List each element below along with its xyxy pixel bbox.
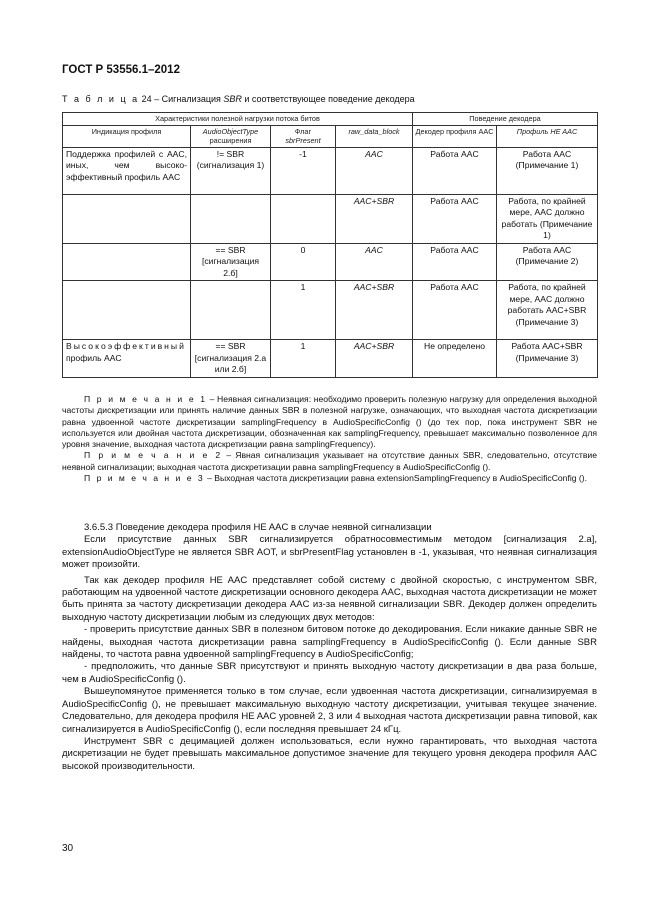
cell: [63, 194, 191, 243]
caption-italic: SBR: [223, 94, 242, 104]
signalling-table: [62, 112, 598, 378]
col-aot-b: расширения: [209, 136, 252, 145]
section-heading: 3.6.5.3 Поведение декодера профиля HE AAC в случае неявной сигнализации: [84, 522, 432, 533]
cell: AAC: [336, 147, 413, 194]
table-group-header: [63, 113, 598, 126]
table-notes: [62, 394, 597, 484]
paragraph: Если присутствие данных SBR сигнализируется обратносовместимым методом [сигнализация 2.а], extensionAudioObjectType не является SBR AOT, и sbrPresentFlag установлен в -1, указывая, что неявная сигнализация может произойти.: [62, 534, 597, 571]
note-1: [62, 394, 597, 450]
col-flag-a: Флаг: [294, 126, 312, 136]
table-row: [63, 194, 598, 243]
caption-text: 24 – Сигнализация: [139, 94, 224, 104]
cell: == SBR [сигнализация 2.б]: [191, 243, 271, 281]
group-left-header: Характеристики полезной нагрузки потока битов: [63, 113, 413, 126]
col-profile-header: Индикация профиля: [63, 125, 191, 147]
cell: != SBR (сигнализация 1): [191, 147, 271, 194]
cell: Работа, по крайней мере, AAC должно работать (Примечание 1): [497, 194, 598, 243]
table-row: [63, 243, 598, 281]
paragraph: Вышеупомянутое применяется только в том случае, если удвоенная частота дискретизации, сигнализируемая в AudioSpecificConfig (), не превышает максимальную выходную частоту дискретизации, учитывая текущее значение. Следовательно, для декодера профиля HE AAC уровней 2, 3 или 4 выходная частота дискретизации равна типовой, как сигнализируется в AudioSpecificConfig (), если последняя превышает 24 кГц.: [62, 686, 597, 735]
cell: AAC: [336, 243, 413, 281]
paragraph: - проверить присутствие данных SBR в полезном битовом потоке до декодирования. Если никакие данные SBR не найдены, выходная частота дискретизации равна samplingFrequency в AudioSpecificConfig (). Если данные SBR найдены, то частота равна удвоенной samplingFrequency в AudioSpecificConfig;: [62, 624, 597, 661]
cell: Поддержка профилей с AAC, иных, чем высоко-эффективный профиль AAC: [63, 147, 191, 194]
cell: Работа, по крайней мере, AAC должно работать AAC+SBR (Примечание 3): [497, 281, 598, 340]
table-row: [63, 147, 598, 194]
cell: Работа AAC+SBR (Примечание 3): [497, 340, 598, 378]
cell: 1: [271, 340, 336, 378]
col-aot-header: [191, 125, 271, 147]
cell-text: Высокоэффективный: [66, 341, 186, 351]
document-header: ГОСТ Р 53556.1–2012: [62, 64, 180, 76]
cell: AAC+SBR: [336, 340, 413, 378]
cell: AAC+SBR: [336, 194, 413, 243]
table-caption: [62, 94, 602, 104]
cell: Работа AAC: [413, 243, 497, 281]
table-column-header: [63, 125, 598, 147]
cell: [191, 281, 271, 340]
cell: Работа AAC (Примечание 1): [497, 147, 598, 194]
cell: Работа AAC: [413, 194, 497, 243]
col-heaac-header: Профиль HE AAC: [497, 125, 598, 147]
paragraph: Инструмент SBR с децимацией должен использоваться, если нужно гарантировать, что выходная частота дискретизации не будет превышать максимальное допустимое значение для текущего уровня декодера профиля AAC высокой производительности.: [62, 735, 597, 772]
cell: [191, 194, 271, 243]
col-flag-header: [271, 125, 336, 147]
paragraph: Так как декодер профиля HE AAC представляет собой систему с двойной скоростью, с инструментом SBR, работающим на удвоенной частоте дискретизации основного декодера AAC, выходная частота дискретизации не может быть принята за частоту дискретизации декодера AAC из-за неявной сигнализации SBR. Декодер должен определить выходную частоту дискретизации любым из следующих двух методов:: [62, 574, 597, 623]
cell: [63, 281, 191, 340]
cell: [63, 340, 191, 378]
cell: Не определено: [413, 340, 497, 378]
table-row: [63, 281, 598, 340]
cell: [63, 243, 191, 281]
cell: 0: [271, 243, 336, 281]
caption-text2: и соответствующее поведение декодера: [241, 94, 415, 104]
note-text: – Неявная сигнализация: необходимо проверить полезную нагрузку для определения выходной частоты дискретизации или принять наличие данных SBR в полезной нагрузке, означающих, что выходная частота дискретизации равна удвоенной частоте дискретизации samplingFrequency в AudioSpecificConfig () (до тех пор, пока инструмент SBR не используется или двойная частота дискретизации, обозначенная как samplingFrequency, превышает максимально позволенное для уровня значение, выходная частота дискретизации равна samplingFrequency).: [62, 394, 597, 450]
note-text: – Выходная частота дискретизации равна extensionSamplingFrequency в AudioSpecificConfig ().: [204, 473, 588, 484]
col-aac-decoder-header: Декодер профиля AAC: [413, 125, 497, 147]
cell: Работа AAC: [413, 281, 497, 340]
page-number: 30: [62, 843, 74, 854]
note-text: – Явная сигнализация указывает на отсутствие данных SBR, следовательно, отсутствие неявной сигнализации; выходная частота дискретизации равна samplingFrequency в AudioSpecificConfig ().: [62, 450, 597, 472]
cell: AAC+SBR: [336, 281, 413, 340]
cell: Работа AAC: [413, 147, 497, 194]
cell: 1: [271, 281, 336, 340]
cell-text: профиль AAC: [66, 352, 122, 363]
note-label: П р и м е ч а н и е 3: [84, 473, 205, 484]
col-flag-b: sbrPresent: [285, 136, 321, 145]
cell: [271, 194, 336, 243]
cell: Работа AAC (Примечание 2): [497, 243, 598, 281]
col-aot-a: AudioObjectType: [202, 126, 259, 136]
note-2: [62, 450, 597, 473]
group-right-header: Поведение декодера: [413, 113, 598, 126]
caption-label: Т а б л и ц а: [62, 94, 140, 104]
cell: -1: [271, 147, 336, 194]
note-3: [62, 473, 597, 484]
paragraph: - предположить, что данные SBR присутствуют и принять выходную частоту дискретизации в два раза больше, чем в AudioSpecificConfig ().: [62, 661, 597, 685]
note-label: П р и м е ч а н и е 2: [84, 450, 223, 461]
cell: == SBR [сигнализация 2.а или 2.б]: [191, 340, 271, 378]
table-row: [63, 340, 598, 378]
col-rdb-header: raw_data_block: [336, 125, 413, 147]
section-body: [62, 522, 597, 773]
note-label: П р и м е ч а н и е 1: [84, 394, 208, 404]
